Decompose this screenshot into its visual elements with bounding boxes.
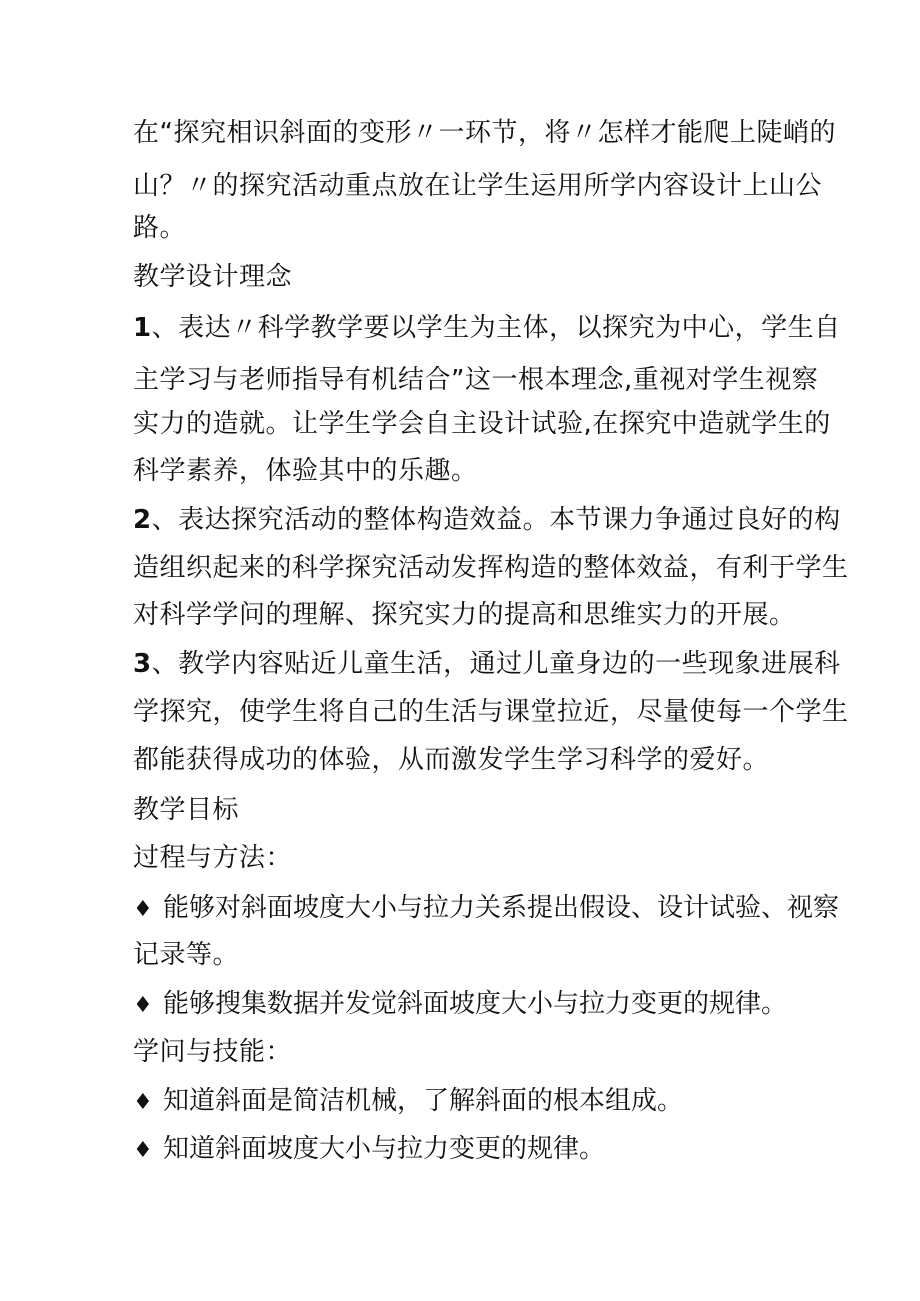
knowledge-bullet-2 bbox=[133, 1134, 605, 1166]
concept-item-3-line-1 bbox=[133, 649, 841, 679]
diamond-bullet-icon: ♦ bbox=[133, 993, 153, 1018]
concept-item-2-line-2: 造组织起来的科学探究活动发挥构造的整体效益，有利于学生 bbox=[133, 553, 849, 583]
concept-item-3-line-3: 都能获得成功的体验，从而激发学生学习科学的爱好。 bbox=[133, 745, 770, 775]
concept-item-1-line-4: 科学素养，体验其中的乐趣。 bbox=[133, 456, 478, 486]
concept-item-3-line-2: 学探究，使学生将自己的生活与课堂拉近，尽量使每一个学生 bbox=[133, 697, 849, 727]
concept-item-1-number: 1 bbox=[133, 313, 152, 343]
concept-item-2-text: 、表达探究活动的整体构造效益。本节课力争通过良好的构 bbox=[151, 505, 841, 535]
knowledge-bullet-2-text: 知道斜面坡度大小与拉力变更的规律。 bbox=[163, 1134, 606, 1164]
concept-item-1-line-2: 主学习与老师指导有机结合”这一根本理念,重视对学生视察 bbox=[133, 365, 819, 395]
subheading-process-method: 过程与方法： bbox=[133, 843, 293, 873]
intro-line-2: 山？〃的探究活动重点放在让学生运用所学内容设计上山公 bbox=[133, 171, 823, 201]
diamond-bullet-icon: ♦ bbox=[133, 897, 153, 922]
intro-line-1: 在“探究相识斜面的变形〃一环节，将〃怎样才能爬上陡峭的 bbox=[133, 118, 836, 148]
process-bullet-1-text: 能够对斜面坡度大小与拉力关系提出假设、设计试验、视察 bbox=[163, 893, 840, 923]
knowledge-bullet-1 bbox=[133, 1086, 683, 1118]
concept-item-2-number: 2 bbox=[133, 505, 152, 535]
intro-line-3: 路。 bbox=[133, 213, 187, 243]
process-bullet-1-line-2: 记录等。 bbox=[133, 940, 240, 970]
concept-item-2-line-1 bbox=[133, 505, 841, 535]
process-bullet-2 bbox=[133, 989, 787, 1021]
concept-item-1-text: 、表达〃科学教学要以学生为主体，以探究为中心，学生自 bbox=[151, 313, 841, 343]
process-bullet-1-line-1 bbox=[133, 893, 839, 925]
concept-item-1-line-3: 实力的造就。让学生学会自主设计试验,在探究中造就学生的 bbox=[133, 409, 831, 439]
heading-goals: 教学目标 bbox=[133, 795, 240, 825]
concept-item-2-line-3: 对科学学问的理解、探究实力的提高和思维实力的开展。 bbox=[133, 600, 796, 630]
diamond-bullet-icon: ♦ bbox=[133, 1138, 153, 1163]
knowledge-bullet-1-text: 知道斜面是简洁机械，了解斜面的根本组成。 bbox=[163, 1086, 684, 1116]
concept-item-1-line-1 bbox=[133, 313, 841, 343]
diamond-bullet-icon: ♦ bbox=[133, 1090, 153, 1115]
heading-concept: 教学设计理念 bbox=[133, 262, 293, 292]
concept-item-3-text: 、教学内容贴近儿童生活，通过儿童身边的一些现象进展科 bbox=[151, 649, 841, 679]
process-bullet-2-text: 能够搜集数据并发觉斜面坡度大小与拉力变更的规律。 bbox=[163, 989, 788, 1019]
concept-item-3-number: 3 bbox=[133, 649, 152, 679]
subheading-knowledge-skills: 学问与技能： bbox=[133, 1037, 293, 1067]
